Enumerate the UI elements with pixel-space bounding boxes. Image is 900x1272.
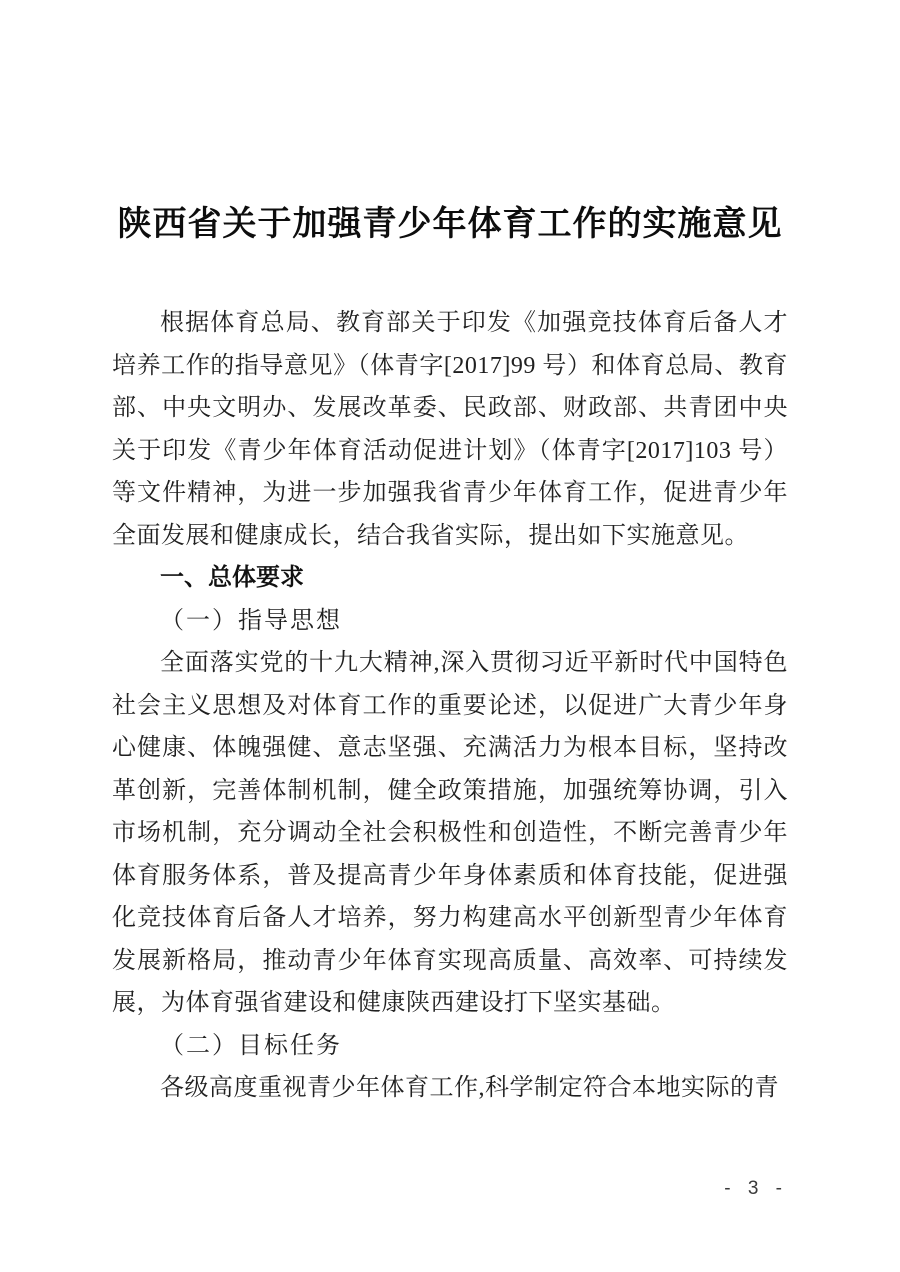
goals-tasks-paragraph-partial: 各级高度重视青少年体育工作,科学制定符合本地实际的青 <box>160 1075 779 1101</box>
intro-paragraph: 根据体育总局、教育部关于印发《加强竞技体育后备人才培养工作的指导意见》（体青字[2017]99 号）和体育总局、教育部、中央文明办、发展改革委、民政部、财政部、共青团中央关于印发《青少年体育活动促进计划》（体青字[2017]103 号）等文件精神，为进一步加强我省青少年体育工作，促进青少年全面发展和健康成长，结合我省实际，提出如下实施意见。 <box>112 310 788 549</box>
document-title: 陕西省关于加强青少年体育工作的实施意见 <box>117 206 783 243</box>
guiding-ideology-paragraph: 全面落实党的十九大精神,深入贯彻习近平新时代中国特色社会主义思想及对体育工作的重要论述，以促进广大青少年身心健康、体魄强健、意志坚强、充满活力为根本目标，坚持改革创新，完善体制机制，健全政策措施，加强统筹协调，引入市场机制，充分调动全社会积极性和创造性，不断完善青少年体育服务体系，普及提高青少年身体素质和体育技能，促进强化竞技体育后备人才培养，努力构建高水平创新型青少年体育发展新格局，推动青少年体育实现高质量、高效率、可持续发展，为体育强省建设和健康陕西建设打下坚实基础。 <box>112 650 788 1016</box>
page-number: - 3 - <box>724 1178 788 1199</box>
subsection-heading-guiding-ideology: （一）指导思想 <box>160 607 342 634</box>
subsection-heading-goals-tasks: （二）目标任务 <box>160 1032 342 1059</box>
section-heading-overall-requirements: 一、总体要求 <box>160 564 304 591</box>
